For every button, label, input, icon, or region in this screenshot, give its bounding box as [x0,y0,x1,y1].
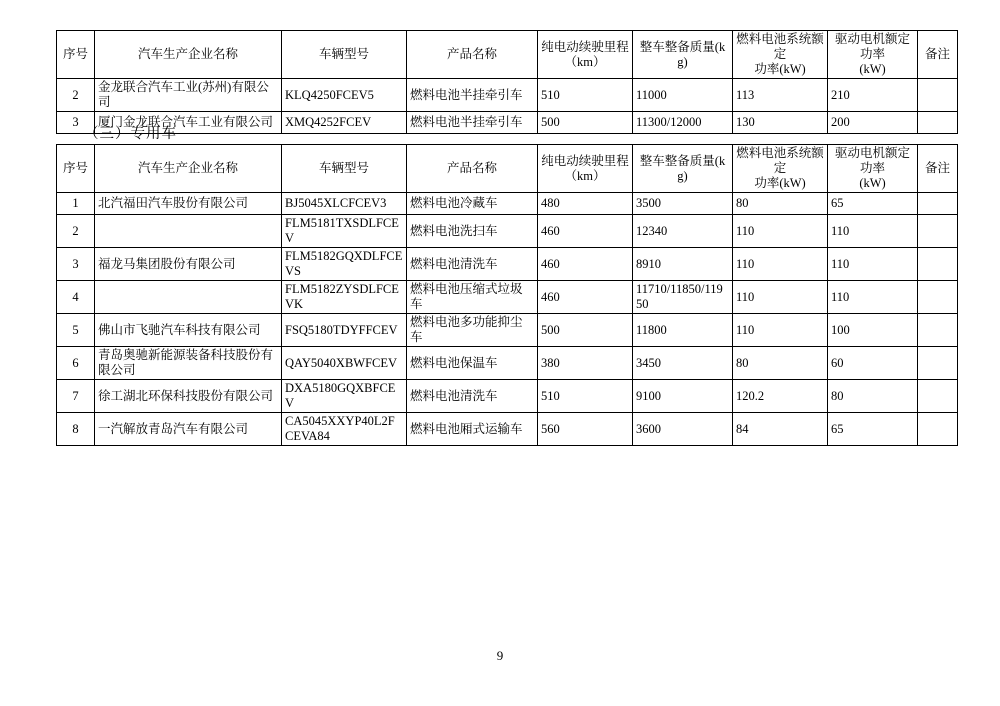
cell-model: FLM5182GQXDLFCEVS [282,248,407,281]
cell-no: 6 [57,347,95,380]
cell-remark [918,215,958,248]
cell-no: 8 [57,413,95,446]
cell-motor-power: 65 [828,413,918,446]
cell-range: 460 [538,215,633,248]
table-header-row [57,31,958,79]
cell-range: 480 [538,193,633,215]
cell-product: 燃料电池保温车 [407,347,538,380]
cell-range: 510 [538,79,633,112]
cell-remark [918,347,958,380]
column-header-motor-power: 驱动电机额定功率 (kW) [828,31,918,79]
cell-no: 7 [57,380,95,413]
cell-fc-power: 110 [733,215,828,248]
table-row [57,314,958,347]
cell-model: KLQ4250FCEV5 [282,79,407,112]
cell-no: 2 [57,79,95,112]
cell-range: 460 [538,248,633,281]
table-row [57,413,958,446]
cell-range: 560 [538,413,633,446]
column-header-curb-weight: 整车整备质量(kg) [633,31,733,79]
cell-no: 5 [57,314,95,347]
column-header-remark: 备注 [918,31,958,79]
cell-fc-power: 110 [733,248,828,281]
cell-motor-power: 100 [828,314,918,347]
cell-curb-weight: 11300/12000 [633,112,733,134]
cell-curb-weight: 3600 [633,413,733,446]
cell-product: 燃料电池洗扫车 [407,215,538,248]
column-header-product: 产品名称 [407,145,538,193]
cell-range: 460 [538,281,633,314]
cell-curb-weight: 3450 [633,347,733,380]
column-header-range: 纯电动续驶里程 （km） [538,31,633,79]
table-row [57,248,958,281]
cell-product: 燃料电池清洗车 [407,380,538,413]
column-header-fc-power: 燃料电池系统额定 功率(kW) [733,31,828,79]
column-header-manufacturer: 汽车生产企业名称 [95,145,282,193]
cell-product: 燃料电池多功能抑尘车 [407,314,538,347]
cell-fc-power: 120.2 [733,380,828,413]
column-header-curb-weight: 整车整备质量(kg) [633,145,733,193]
cell-fc-power: 110 [733,281,828,314]
table-row [57,281,958,314]
cell-no: 2 [57,215,95,248]
cell-motor-power: 110 [828,248,918,281]
cell-model: FSQ5180TDYFFCEV [282,314,407,347]
cell-model: DXA5180GQXBFCEV [282,380,407,413]
cell-remark [918,314,958,347]
cell-no: 3 [57,248,95,281]
cell-curb-weight: 3500 [633,193,733,215]
cell-manufacturer: 青岛奥驰新能源装备科技股份有限公司 [95,347,282,380]
cell-product: 燃料电池清洗车 [407,248,538,281]
fuel-cell-tractor-table [56,30,958,134]
cell-no: 3 [57,112,95,134]
column-header-no: 序号 [57,31,95,79]
cell-remark [918,281,958,314]
cell-curb-weight: 11710/11850/11950 [633,281,733,314]
cell-manufacturer: 一汽解放青岛汽车有限公司 [95,413,282,446]
cell-manufacturer: 徐工湖北环保科技股份有限公司 [95,380,282,413]
cell-manufacturer: 佛山市飞驰汽车科技有限公司 [95,314,282,347]
column-header-product: 产品名称 [407,31,538,79]
cell-fc-power: 113 [733,79,828,112]
table-row [57,347,958,380]
cell-model: QAY5040XBWFCEV [282,347,407,380]
cell-product: 燃料电池冷藏车 [407,193,538,215]
cell-range: 500 [538,112,633,134]
cell-fc-power: 80 [733,193,828,215]
cell-product: 燃料电池半挂牵引车 [407,112,538,134]
cell-remark [918,193,958,215]
cell-product: 燃料电池半挂牵引车 [407,79,538,112]
cell-remark [918,79,958,112]
cell-manufacturer: 金龙联合汽车工业(苏州)有限公司 [95,79,282,112]
cell-motor-power: 110 [828,281,918,314]
cell-manufacturer: 北汽福田汽车股份有限公司 [95,193,282,215]
special-purpose-vehicle-table [56,144,958,446]
cell-motor-power: 65 [828,193,918,215]
cell-range: 510 [538,380,633,413]
cell-curb-weight: 11800 [633,314,733,347]
cell-fc-power: 84 [733,413,828,446]
table-row [57,215,958,248]
column-header-fc-power: 燃料电池系统额定 功率(kW) [733,145,828,193]
cell-fc-power: 130 [733,112,828,134]
cell-motor-power: 80 [828,380,918,413]
column-header-manufacturer: 汽车生产企业名称 [95,31,282,79]
cell-model: FLM5182ZYSDLFCEVK [282,281,407,314]
cell-model: CA5045XXYP40L2FCEVA84 [282,413,407,446]
cell-curb-weight: 11000 [633,79,733,112]
cell-model: XMQ4252FCEV [282,112,407,134]
cell-curb-weight: 12340 [633,215,733,248]
cell-curb-weight: 9100 [633,380,733,413]
column-header-model: 车辆型号 [282,145,407,193]
cell-remark [918,380,958,413]
column-header-no: 序号 [57,145,95,193]
cell-curb-weight: 8910 [633,248,733,281]
cell-range: 380 [538,347,633,380]
column-header-range: 纯电动续驶里程 （km） [538,145,633,193]
table-row [57,193,958,215]
column-header-remark: 备注 [918,145,958,193]
cell-motor-power: 110 [828,215,918,248]
table-row [57,380,958,413]
cell-motor-power: 210 [828,79,918,112]
cell-no: 1 [57,193,95,215]
cell-fc-power: 110 [733,314,828,347]
cell-manufacturer: 福龙马集团股份有限公司 [95,248,282,281]
table-row [57,79,958,112]
cell-no: 4 [57,281,95,314]
cell-fc-power: 80 [733,347,828,380]
table-row [57,112,958,134]
section-heading: （三）专用车 [84,126,177,142]
cell-remark [918,112,958,134]
cell-model: BJ5045XLCFCEV3 [282,193,407,215]
cell-product: 燃料电池厢式运输车 [407,413,538,446]
table-header-row [57,145,958,193]
cell-range: 500 [538,314,633,347]
cell-manufacturer [95,215,282,248]
cell-remark [918,413,958,446]
cell-motor-power: 60 [828,347,918,380]
cell-product: 燃料电池压缩式垃圾车 [407,281,538,314]
cell-remark [918,248,958,281]
column-header-model: 车辆型号 [282,31,407,79]
cell-model: FLM5181TXSDLFCEV [282,215,407,248]
page-number: 9 [496,648,504,663]
cell-manufacturer [95,281,282,314]
cell-manufacturer: 厦门金龙联合汽车工业有限公司 [95,112,282,134]
column-header-motor-power: 驱动电机额定功率 (kW) [828,145,918,193]
cell-motor-power: 200 [828,112,918,134]
